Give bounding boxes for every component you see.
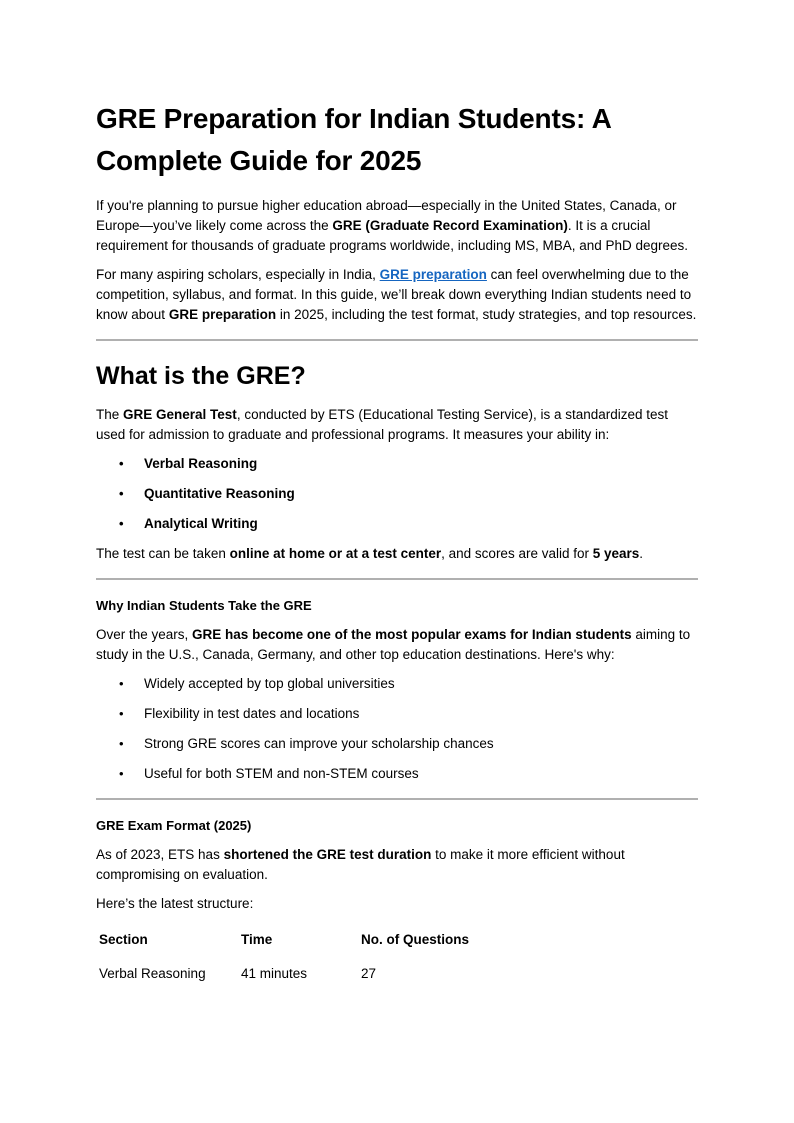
- bullet-icon: •: [119, 706, 124, 721]
- bullet-icon: •: [119, 486, 124, 501]
- intro-paragraph-1: If you're planning to pursue higher education abroad—especially in the United States, Canada, or Europe—you’ve likely come across the GRE (Graduate Record Examination). It is a crucial requirement for thousands of graduate programs worldwide, including MS, MBA, and PhD degrees.: [96, 198, 689, 253]
- list-item: • Quantitative Reasoning: [144, 484, 698, 504]
- section-heading-exam-format: GRE Exam Format (2025): [96, 818, 252, 833]
- section-divider: [96, 578, 698, 580]
- bullet-icon: •: [119, 736, 124, 751]
- bullet-icon: •: [119, 766, 124, 781]
- column-header-section: Section: [99, 932, 148, 947]
- page-title: GRE Preparation for Indian Students: A Complete Guide for 2025: [96, 103, 611, 176]
- section-divider: [96, 339, 698, 341]
- test-mode-paragraph: The test can be taken online at home or at a test center, and scores are valid for 5 years.: [96, 546, 644, 561]
- table-cell: 41 minutes: [241, 966, 308, 981]
- intro-paragraph-2: For many aspiring scholars, especially in India, GRE preparation can feel overwhelming due to the competition, syllabus, and format. In this guide, we’ll break down everything Indian students need to know about GRE preparation in 2025, including the test format, study strategies, and top resources.: [96, 267, 697, 322]
- exam-structure-table: [96, 923, 524, 991]
- gre-full-name: GRE (Graduate Record Examination): [332, 218, 568, 233]
- list-item: • Verbal Reasoning: [144, 454, 698, 474]
- document-page: [96, 98, 698, 991]
- bullet-icon: •: [119, 456, 124, 471]
- structure-intro: Here’s the latest structure:: [96, 896, 254, 911]
- gre-preparation-link[interactable]: GRE preparation: [379, 267, 487, 282]
- reasons-list: [96, 674, 698, 784]
- bullet-icon: •: [119, 676, 124, 691]
- section-divider: [96, 798, 698, 800]
- section-heading-what-is-gre: What is the GRE?: [96, 362, 306, 390]
- list-item: • Flexibility in test dates and locations: [144, 704, 698, 724]
- list-item: • Widely accepted by top global universities: [144, 674, 698, 694]
- gre-sections-list: [96, 454, 698, 534]
- what-is-paragraph: The GRE General Test, conducted by ETS (Educational Testing Service), is a standardized test used for admission to graduate and professional programs. It measures your ability in:: [96, 407, 669, 442]
- table-cell: 27: [361, 966, 377, 981]
- column-header-time: Time: [241, 932, 273, 947]
- list-item: • Strong GRE scores can improve your scholarship chances: [144, 734, 698, 754]
- section-heading-why-indian-students: Why Indian Students Take the GRE: [96, 598, 312, 613]
- list-item: • Useful for both STEM and non-STEM courses: [144, 764, 698, 784]
- table-cell: Verbal Reasoning: [99, 966, 206, 981]
- bullet-icon: •: [119, 516, 124, 531]
- why-paragraph: Over the years, GRE has become one of the most popular exams for Indian students aiming to study in the U.S., Canada, Germany, and other top education destinations. Here's why:: [96, 627, 691, 662]
- list-item: • Analytical Writing: [144, 514, 698, 534]
- table-header-row: [96, 923, 524, 957]
- table-row: [96, 957, 524, 991]
- format-paragraph: As of 2023, ETS has shortened the GRE test duration to make it more efficient without compromising on evaluation.: [96, 847, 625, 882]
- column-header-questions: No. of Questions: [361, 932, 469, 947]
